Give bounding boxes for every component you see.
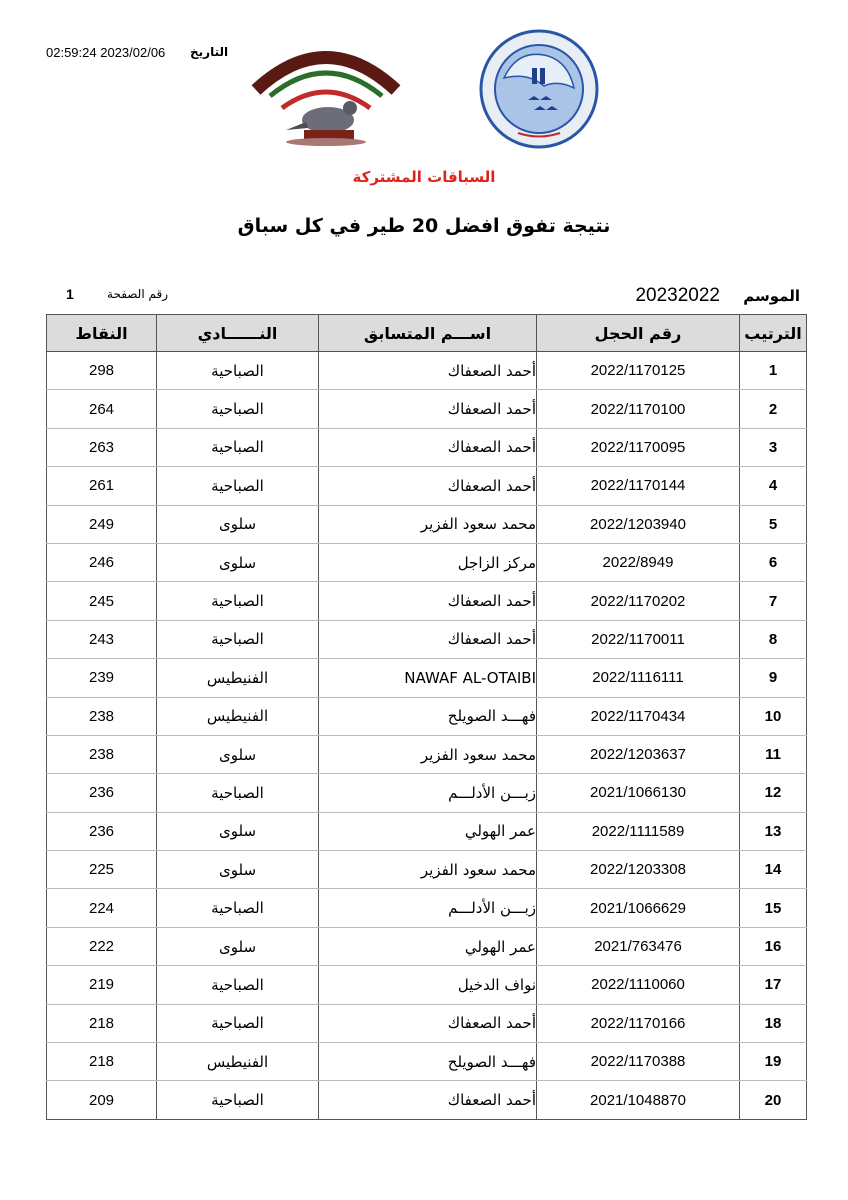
rank-cell: 4 — [740, 467, 807, 505]
racer-name-cell: أحمد الصعفاك — [319, 1081, 537, 1119]
subtitle-joint-races: السباقات المشتركة — [352, 168, 496, 186]
club-cell: الصباحية — [157, 1004, 319, 1042]
ring-number-cell: 2022/1203637 — [537, 735, 740, 773]
racer-name-cell: عمر الهولي — [319, 812, 537, 850]
season-label: الموسم — [743, 287, 800, 305]
points-cell: 209 — [47, 1081, 157, 1119]
racer-name-cell: محمد سعود الفزير — [319, 735, 537, 773]
points-cell: 218 — [47, 1004, 157, 1042]
ring-number-cell: 2022/1110060 — [537, 966, 740, 1004]
points-cell: 264 — [47, 390, 157, 428]
ring-number-cell: 2022/1170095 — [537, 428, 740, 466]
points-cell: 236 — [47, 774, 157, 812]
table-row — [47, 966, 807, 1004]
ring-number-cell: 2022/1203940 — [537, 505, 740, 543]
club-cell: الصباحية — [157, 428, 319, 466]
rank-cell: 12 — [740, 774, 807, 812]
ring-number-cell: 2022/1111589 — [537, 812, 740, 850]
report-timestamp: 02:59:24 2023/02/06 — [46, 45, 166, 60]
ring-number-cell: 2022/1170011 — [537, 620, 740, 658]
club-cell: سلوى — [157, 735, 319, 773]
points-cell: 261 — [47, 467, 157, 505]
rank-cell: 15 — [740, 889, 807, 927]
rank-cell: 3 — [740, 428, 807, 466]
club-cell: الصباحية — [157, 582, 319, 620]
club-cell: سلوى — [157, 927, 319, 965]
rank-cell: 9 — [740, 659, 807, 697]
column-header-points: النقاط — [47, 315, 157, 352]
racer-name-cell: زبـــن الأدلـــم — [319, 774, 537, 812]
club-cell: الفنيطيس — [157, 1043, 319, 1081]
points-cell: 245 — [47, 582, 157, 620]
column-header-rank: الترتيب — [740, 315, 807, 352]
club-cell: الصباحية — [157, 966, 319, 1004]
table-row — [47, 697, 807, 735]
date-label: التاريخ — [190, 45, 229, 59]
racer-name-cell: أحمد الصعفاك — [319, 428, 537, 466]
table-row — [47, 352, 807, 390]
table-row — [47, 851, 807, 889]
club-cell: الفنيطيس — [157, 697, 319, 735]
rank-cell: 19 — [740, 1043, 807, 1081]
club-cell: سلوى — [157, 812, 319, 850]
page-number-label: رقم الصفحة — [107, 287, 168, 301]
column-header-name: اســـم المتسابق — [319, 315, 537, 352]
rank-cell: 2 — [740, 390, 807, 428]
ring-number-cell: 2021/1048870 — [537, 1081, 740, 1119]
points-cell: 249 — [47, 505, 157, 543]
table-header-row — [47, 315, 807, 352]
points-cell: 219 — [47, 966, 157, 1004]
club-logo-icon — [246, 30, 406, 148]
ring-number-cell: 2021/1066130 — [537, 774, 740, 812]
racer-name-cell: نواف الدخيل — [319, 966, 537, 1004]
table-row — [47, 774, 807, 812]
table-row — [47, 1004, 807, 1042]
rank-cell: 17 — [740, 966, 807, 1004]
table-row — [47, 812, 807, 850]
club-cell: الصباحية — [157, 390, 319, 428]
ring-number-cell: 2022/1170166 — [537, 1004, 740, 1042]
federation-logo-icon — [478, 28, 600, 150]
racer-name-cell: زبـــن الأدلـــم — [319, 889, 537, 927]
ring-number-cell: 2022/1170125 — [537, 352, 740, 390]
club-cell: الصباحية — [157, 889, 319, 927]
racer-name-cell: NAWAF AL-OTAIBI — [319, 659, 537, 697]
points-cell: 236 — [47, 812, 157, 850]
racer-name-cell: فهـــد الصويلح — [319, 1043, 537, 1081]
points-cell: 243 — [47, 620, 157, 658]
points-cell: 225 — [47, 851, 157, 889]
points-cell: 238 — [47, 697, 157, 735]
racer-name-cell: أحمد الصعفاك — [319, 620, 537, 658]
rank-cell: 8 — [740, 620, 807, 658]
racer-name-cell: أحمد الصعفاك — [319, 582, 537, 620]
club-cell: الصباحية — [157, 1081, 319, 1119]
column-header-club: النــــــادي — [157, 315, 319, 352]
rank-cell: 18 — [740, 1004, 807, 1042]
club-cell: سلوى — [157, 505, 319, 543]
page-title: نتيجة تفوق افضل 20 طير في كل سباق — [237, 215, 611, 237]
club-cell: الصباحية — [157, 352, 319, 390]
ring-number-cell: 2022/1203308 — [537, 851, 740, 889]
rank-cell: 1 — [740, 352, 807, 390]
table-row — [47, 390, 807, 428]
club-cell: الصباحية — [157, 620, 319, 658]
table-row — [47, 428, 807, 466]
table-row — [47, 1043, 807, 1081]
table-row — [47, 927, 807, 965]
racer-name-cell: أحمد الصعفاك — [319, 1004, 537, 1042]
table-row — [47, 505, 807, 543]
points-cell: 239 — [47, 659, 157, 697]
rank-cell: 7 — [740, 582, 807, 620]
rank-cell: 11 — [740, 735, 807, 773]
season-value: 20232022 — [635, 285, 720, 306]
club-cell: الفنيطيس — [157, 659, 319, 697]
points-cell: 222 — [47, 927, 157, 965]
racer-name-cell: فهـــد الصويلح — [319, 697, 537, 735]
table-row — [47, 1081, 807, 1119]
ring-number-cell: 2021/763476 — [537, 927, 740, 965]
table-row — [47, 620, 807, 658]
ring-number-cell: 2022/1170202 — [537, 582, 740, 620]
club-cell: الصباحية — [157, 774, 319, 812]
racer-name-cell: أحمد الصعفاك — [319, 390, 537, 428]
ring-number-cell: 2022/1170434 — [537, 697, 740, 735]
ring-number-cell: 2022/8949 — [537, 543, 740, 581]
rank-cell: 10 — [740, 697, 807, 735]
ring-number-cell: 2022/1170144 — [537, 467, 740, 505]
table-row — [47, 659, 807, 697]
points-cell: 263 — [47, 428, 157, 466]
rank-cell: 5 — [740, 505, 807, 543]
rank-cell: 14 — [740, 851, 807, 889]
ring-number-cell: 2022/1170388 — [537, 1043, 740, 1081]
racer-name-cell: مركز الزاجل — [319, 543, 537, 581]
racer-name-cell: محمد سعود الفزير — [319, 505, 537, 543]
table-row — [47, 582, 807, 620]
club-cell: سلوى — [157, 543, 319, 581]
results-table — [46, 314, 807, 1120]
ring-number-cell: 2022/1170100 — [537, 390, 740, 428]
ring-number-cell: 2022/1116111 — [537, 659, 740, 697]
points-cell: 224 — [47, 889, 157, 927]
column-header-ring: رقم الحجل — [537, 315, 740, 352]
points-cell: 218 — [47, 1043, 157, 1081]
rank-cell: 13 — [740, 812, 807, 850]
rank-cell: 6 — [740, 543, 807, 581]
table-row — [47, 543, 807, 581]
ring-number-cell: 2021/1066629 — [537, 889, 740, 927]
rank-cell: 20 — [740, 1081, 807, 1119]
rank-cell: 16 — [740, 927, 807, 965]
racer-name-cell: أحمد الصعفاك — [319, 352, 537, 390]
club-cell: الصباحية — [157, 467, 319, 505]
table-row — [47, 889, 807, 927]
page-number: 1 — [66, 286, 74, 302]
racer-name-cell: عمر الهولي — [319, 927, 537, 965]
points-cell: 246 — [47, 543, 157, 581]
table-row — [47, 735, 807, 773]
points-cell: 238 — [47, 735, 157, 773]
racer-name-cell: أحمد الصعفاك — [319, 467, 537, 505]
club-cell: سلوى — [157, 851, 319, 889]
points-cell: 298 — [47, 352, 157, 390]
table-row — [47, 467, 807, 505]
racer-name-cell: محمد سعود الفزير — [319, 851, 537, 889]
